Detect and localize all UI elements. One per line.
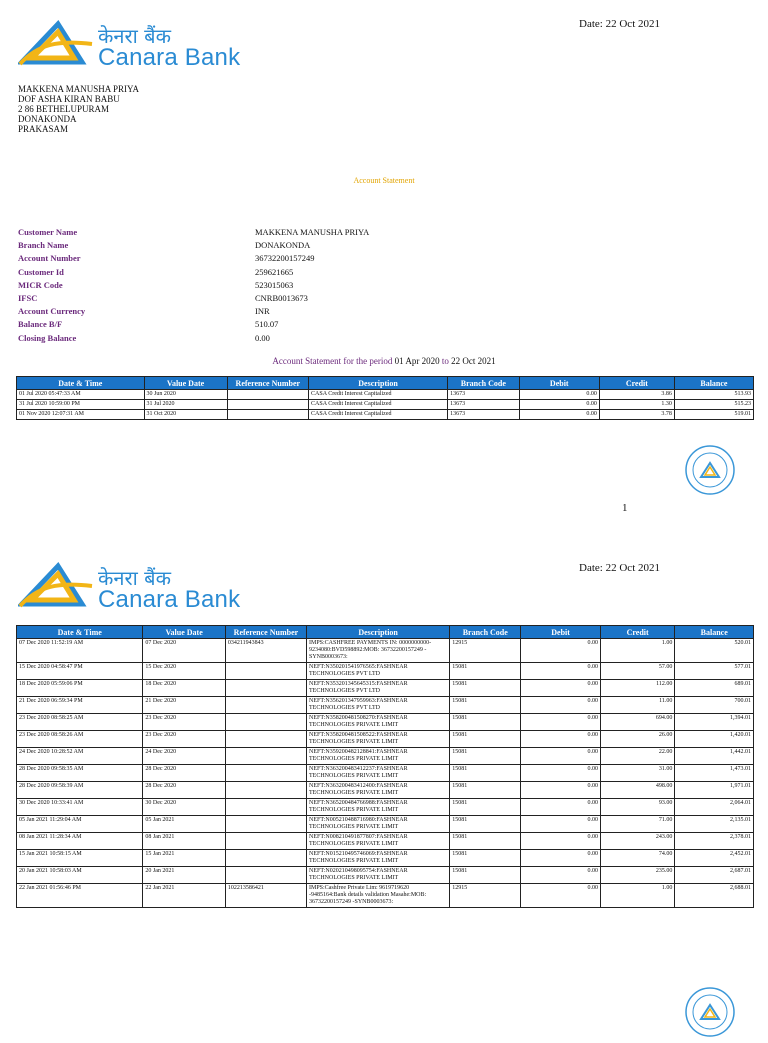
info-label: MICR Code	[18, 279, 63, 290]
table-row	[17, 782, 754, 799]
table-cell: 034211943843	[225, 639, 306, 663]
table-cell: 15081	[450, 748, 521, 765]
table-cell: 22 Jan 2021	[143, 884, 225, 908]
statement-period	[0, 356, 768, 366]
info-row	[18, 239, 369, 252]
table-cell: NEFT:N359200482128841:FASHNEAR TECHNOLOGIES PRIVATE LIMIT	[307, 748, 450, 765]
column-header: Branch Code	[448, 377, 520, 390]
table-cell: 15081	[450, 799, 521, 816]
table-cell: 31 Oct 2020	[144, 410, 227, 420]
table-cell: 0.00	[519, 390, 599, 400]
table-cell: 57.00	[600, 663, 674, 680]
table-cell: 23 Dec 2020	[143, 714, 225, 731]
table-cell	[225, 680, 306, 697]
info-row	[18, 318, 369, 331]
info-value: 510.07	[255, 319, 279, 330]
table-cell	[225, 765, 306, 782]
table-row	[17, 697, 754, 714]
table-cell: 13673	[448, 400, 520, 410]
table-cell: 30 Dec 2020	[143, 799, 225, 816]
table-cell: NEFT:N365200484766988:FASHNEAR TECHNOLOGIES PRIVATE LIMIT	[307, 799, 450, 816]
period-from: 01 Apr 2020	[394, 356, 440, 366]
table-cell: 235.00	[600, 867, 674, 884]
transactions-table	[16, 376, 754, 420]
table-row	[17, 390, 754, 400]
table-cell: 520.01	[675, 639, 754, 663]
table-cell: 0.00	[521, 731, 601, 748]
table-cell: 0.00	[521, 816, 601, 833]
table-cell: NEFT:N020210498095754:FASHNEAR TECHNOLOGIES PRIVATE LIMIT	[307, 867, 450, 884]
info-value: 259621665	[255, 266, 294, 277]
info-label: Account Currency	[18, 306, 86, 317]
table-cell: 05 Jan 2021	[143, 816, 225, 833]
table-row	[17, 867, 754, 884]
table-cell: 0.00	[519, 400, 599, 410]
table-cell: 71.00	[600, 816, 674, 833]
info-row	[18, 292, 369, 305]
table-cell: 74.00	[600, 850, 674, 867]
table-cell: 243.00	[600, 833, 674, 850]
table-row	[17, 833, 754, 850]
table-cell: 1.30	[599, 400, 674, 410]
table-cell: 0.00	[521, 850, 601, 867]
info-label: IFSC	[18, 293, 38, 304]
column-header: Reference Number	[225, 626, 306, 639]
table-cell: 22.00	[600, 748, 674, 765]
column-header: Debit	[519, 377, 599, 390]
page-number: 1	[622, 502, 628, 514]
column-header: Credit	[600, 626, 674, 639]
table-cell: 0.00	[521, 867, 601, 884]
table-cell: NEFT:N358200481508270:FASHNEAR TECHNOLOGIES PRIVATE LIMIT	[307, 714, 450, 731]
table-cell: 15081	[450, 816, 521, 833]
bank-seal-icon	[684, 444, 736, 496]
address-line: 2 86 BETHELUPURAM	[18, 104, 110, 114]
info-label: Customer Name	[18, 227, 78, 237]
canara-logo-icon	[18, 560, 94, 612]
table-cell: 1,442.01	[675, 748, 754, 765]
column-header: Date & Time	[17, 626, 143, 639]
table-cell: 22 Jan 2021 01:56:46 PM	[17, 884, 143, 908]
table-cell: 15081	[450, 765, 521, 782]
table-cell: 13673	[448, 390, 520, 400]
table-row	[17, 410, 754, 420]
table-cell: 30 Jun 2020	[144, 390, 227, 400]
table-cell: 15081	[450, 663, 521, 680]
table-cell: 15081	[450, 731, 521, 748]
table-row	[17, 639, 754, 663]
table-cell	[225, 663, 306, 680]
table-cell: 23 Dec 2020 08:58:25 AM	[17, 714, 143, 731]
table-cell: 01 Nov 2020 12:07:31 AM	[17, 410, 145, 420]
table-cell: 513.93	[674, 390, 753, 400]
address-line: DOF ASHA KIRAN BABU	[18, 94, 120, 104]
column-header: Reference Number	[227, 377, 308, 390]
table-cell: 28 Dec 2020 09:58:39 AM	[17, 782, 143, 799]
table-cell: 31 Jul 2020 10:59:00 PM	[17, 400, 145, 410]
table-cell: NEFT:N008210491877807:FASHNEAR TECHNOLOGIES PRIVATE LIMIT	[307, 833, 450, 850]
table-cell: 08 Jan 2021 11:28:34 AM	[17, 833, 143, 850]
table-cell: 23 Dec 2020 08:58:26 AM	[17, 731, 143, 748]
address-line: PRAKASAM	[18, 124, 69, 134]
table-cell: 694.00	[600, 714, 674, 731]
table-cell: NEFT:N363200483412237:FASHNEAR TECHNOLOGIES PRIVATE LIMIT	[307, 765, 450, 782]
table-cell	[227, 390, 308, 400]
bank-seal-icon	[684, 986, 736, 1038]
table-cell	[225, 799, 306, 816]
table-row	[17, 765, 754, 782]
table-cell	[225, 833, 306, 850]
table-cell: NEFT:N005210488716980:FASHNEAR TECHNOLOGIES PRIVATE LIMIT	[307, 816, 450, 833]
table-cell: 0.00	[521, 765, 601, 782]
table-cell: 2,688.01	[675, 884, 754, 908]
canara-bank-stamp	[684, 444, 736, 496]
period-prefix: Account Statement for the period	[272, 356, 393, 366]
info-label: Balance B/F	[18, 319, 63, 330]
table-cell: 1,394.01	[675, 714, 754, 731]
info-row	[18, 305, 369, 318]
table-cell: NEFT:N358200481508522:FASHNEAR TECHNOLOGIES PRIVATE LIMIT	[307, 731, 450, 748]
table-cell: 1.00	[600, 639, 674, 663]
table-cell: 1,971.01	[675, 782, 754, 799]
table-cell	[225, 782, 306, 799]
info-label: Closing Balance	[18, 332, 77, 343]
table-cell: 18 Dec 2020 05:59:06 PM	[17, 680, 143, 697]
table-cell	[227, 400, 308, 410]
table-cell: 07 Dec 2020 11:52:19 AM	[17, 639, 143, 663]
info-row	[18, 252, 369, 265]
statement-date: Date: 22 Oct 2021	[579, 18, 660, 30]
info-row	[18, 279, 369, 292]
column-header: Value Date	[143, 626, 225, 639]
table-cell: 0.00	[521, 680, 601, 697]
table-row	[17, 884, 754, 908]
table-row	[17, 816, 754, 833]
table-header-row	[17, 626, 754, 639]
statement-date: Date: 22 Oct 2021	[579, 562, 660, 574]
info-value: CNRB0013673	[255, 293, 308, 304]
column-header: Debit	[521, 626, 601, 639]
table-cell: 31 Jul 2020	[144, 400, 227, 410]
canara-bank-logo	[18, 560, 258, 616]
canara-bank-logo	[18, 18, 258, 74]
table-cell: 102213586421	[225, 884, 306, 908]
table-cell: 1,420.01	[675, 731, 754, 748]
table-cell	[225, 850, 306, 867]
table-cell: 2,135.01	[675, 816, 754, 833]
table-cell: 21 Dec 2020	[143, 697, 225, 714]
table-cell: IMPS:Cashfree Private Lim: 9619719620 -9485164:Bank details validation Masahe:MOB: 36732200157249 -SYNB0003673:	[307, 884, 450, 908]
table-cell: 515.23	[674, 400, 753, 410]
table-cell: 20 Jan 2021	[143, 867, 225, 884]
table-cell: NEFT:N015210495746069:FASHNEAR TECHNOLOGIES PRIVATE LIMIT	[307, 850, 450, 867]
canara-bank-stamp	[684, 986, 736, 1038]
info-label: Customer Id	[18, 266, 64, 277]
table-cell: 15 Dec 2020	[143, 663, 225, 680]
info-row	[18, 266, 369, 279]
table-cell: 07 Dec 2020	[143, 639, 225, 663]
info-value: 0.00	[255, 332, 270, 343]
address-line: MAKKENA MANUSHA PRIYA	[18, 84, 140, 94]
table-cell: 26.00	[600, 731, 674, 748]
table-cell: 700.01	[675, 697, 754, 714]
table-cell	[227, 410, 308, 420]
table-row	[17, 400, 754, 410]
table-cell: CASA Credit Interest Capitalized	[309, 390, 448, 400]
table-cell: 1.00	[600, 884, 674, 908]
table-cell: 0.00	[521, 782, 601, 799]
table-cell: CASA Credit Interest Capitalized	[309, 410, 448, 420]
customer-address	[18, 84, 139, 134]
table-row	[17, 714, 754, 731]
table-cell: 15081	[450, 867, 521, 884]
table-cell: 30 Dec 2020 10:33:41 AM	[17, 799, 143, 816]
table-cell: 21 Dec 2020 06:59:34 PM	[17, 697, 143, 714]
info-value: DONAKONDA	[255, 240, 311, 251]
table-cell: 2,378.01	[675, 833, 754, 850]
table-cell: 20 Jan 2021 10:58:03 AM	[17, 867, 143, 884]
table-cell: 15081	[450, 833, 521, 850]
bank-name-english: Canara Bank	[98, 44, 241, 71]
table-cell: 519.01	[674, 410, 753, 420]
table-cell: 11.00	[600, 697, 674, 714]
table-cell: NEFT:N356201347959963:FASHNEAR TECHNOLOGIES PVT LTD	[307, 697, 450, 714]
info-label: Branch Name	[18, 240, 69, 251]
table-cell: 15081	[450, 782, 521, 799]
table-cell: 112.00	[600, 680, 674, 697]
table-cell: 15 Jan 2021	[143, 850, 225, 867]
table-cell: 01 Jul 2020 05:47:33 AM	[17, 390, 145, 400]
info-value: MAKKENA MANUSHA PRIYA	[255, 227, 370, 237]
info-value: INR	[255, 306, 270, 317]
table-cell: 0.00	[519, 410, 599, 420]
table-cell: 1,473.01	[675, 765, 754, 782]
table-cell: 24 Dec 2020 10:28:52 AM	[17, 748, 143, 765]
table-cell: 12915	[450, 639, 521, 663]
table-cell: 12915	[450, 884, 521, 908]
table-cell: 2,687.01	[675, 867, 754, 884]
table-cell: 13673	[448, 410, 520, 420]
table-cell: 577.01	[675, 663, 754, 680]
table-row	[17, 663, 754, 680]
table-cell: 0.00	[521, 833, 601, 850]
table-cell: 05 Jan 2021 11:29:04 AM	[17, 816, 143, 833]
info-row	[18, 226, 369, 239]
table-row	[17, 748, 754, 765]
table-row	[17, 731, 754, 748]
period-to: 22 Oct 2021	[451, 356, 496, 366]
table-cell: 0.00	[521, 639, 601, 663]
table-cell: NEFT:N350201541976565:FASHNEAR TECHNOLOGIES PVT LTD	[307, 663, 450, 680]
table-cell: 0.00	[521, 697, 601, 714]
table-cell	[225, 731, 306, 748]
canara-logo-icon	[18, 18, 94, 70]
table-cell: 28 Dec 2020	[143, 782, 225, 799]
period-to-word: to	[441, 356, 449, 366]
bank-name-hindi: केनरा बैंक	[98, 566, 171, 590]
table-cell: 28 Dec 2020	[143, 765, 225, 782]
table-cell: 15 Jan 2021 10:58:15 AM	[17, 850, 143, 867]
column-header: Description	[309, 377, 448, 390]
table-cell: 3.86	[599, 390, 674, 400]
info-row	[18, 332, 369, 345]
table-cell: 93.00	[600, 799, 674, 816]
customer-info	[18, 226, 369, 345]
address-line: DONAKONDA	[18, 114, 77, 124]
table-cell: CASA Credit Interest Capitalized	[309, 400, 448, 410]
table-cell	[225, 714, 306, 731]
table-cell: 0.00	[521, 663, 601, 680]
table-cell	[225, 748, 306, 765]
table-cell: 15081	[450, 680, 521, 697]
table-cell: 24 Dec 2020	[143, 748, 225, 765]
column-header: Balance	[675, 626, 754, 639]
table-cell: 0.00	[521, 714, 601, 731]
info-value: 523015063	[255, 279, 294, 290]
table-row	[17, 850, 754, 867]
table-cell: 0.00	[521, 799, 601, 816]
bank-name-english: Canara Bank	[98, 586, 241, 613]
column-header: Credit	[599, 377, 674, 390]
table-cell: 0.00	[521, 884, 601, 908]
table-header-row	[17, 377, 754, 390]
table-cell	[225, 697, 306, 714]
info-value: 36732200157249	[255, 253, 315, 264]
column-header: Date & Time	[17, 377, 145, 390]
table-cell: 23 Dec 2020	[143, 731, 225, 748]
table-cell: 15 Dec 2020 04:58:47 PM	[17, 663, 143, 680]
table-cell: NEFT:N353201345645315:FASHNEAR TECHNOLOGIES PVT LTD	[307, 680, 450, 697]
table-cell: 0.00	[521, 748, 601, 765]
column-header: Branch Code	[450, 626, 521, 639]
info-label: Account Number	[18, 253, 81, 264]
table-cell: 498.00	[600, 782, 674, 799]
table-cell: 18 Dec 2020	[143, 680, 225, 697]
column-header: Balance	[674, 377, 753, 390]
statement-title: Account Statement	[353, 176, 415, 185]
table-row	[17, 680, 754, 697]
table-cell	[225, 816, 306, 833]
table-cell	[225, 867, 306, 884]
table-cell: 2,452.01	[675, 850, 754, 867]
column-header: Value Date	[144, 377, 227, 390]
table-cell: 3.78	[599, 410, 674, 420]
table-cell: 08 Jan 2021	[143, 833, 225, 850]
table-cell: 31.00	[600, 765, 674, 782]
table-cell: IMPS:CASHFREE PAYMENTS IN: 0000000000-9234080:BVD598892:MOB: 36732200157249 -SYNB0003673:	[307, 639, 450, 663]
transactions-table	[16, 625, 754, 908]
column-header: Description	[307, 626, 450, 639]
table-cell: 15081	[450, 850, 521, 867]
table-cell: 15081	[450, 697, 521, 714]
table-cell: 2,064.01	[675, 799, 754, 816]
table-cell: 15081	[450, 714, 521, 731]
table-cell: 689.01	[675, 680, 754, 697]
table-cell: NEFT:N363200483412400:FASHNEAR TECHNOLOGIES PRIVATE LIMIT	[307, 782, 450, 799]
table-cell: 28 Dec 2020 09:58:35 AM	[17, 765, 143, 782]
table-row	[17, 799, 754, 816]
bank-name-hindi: केनरा बैंक	[98, 24, 171, 48]
